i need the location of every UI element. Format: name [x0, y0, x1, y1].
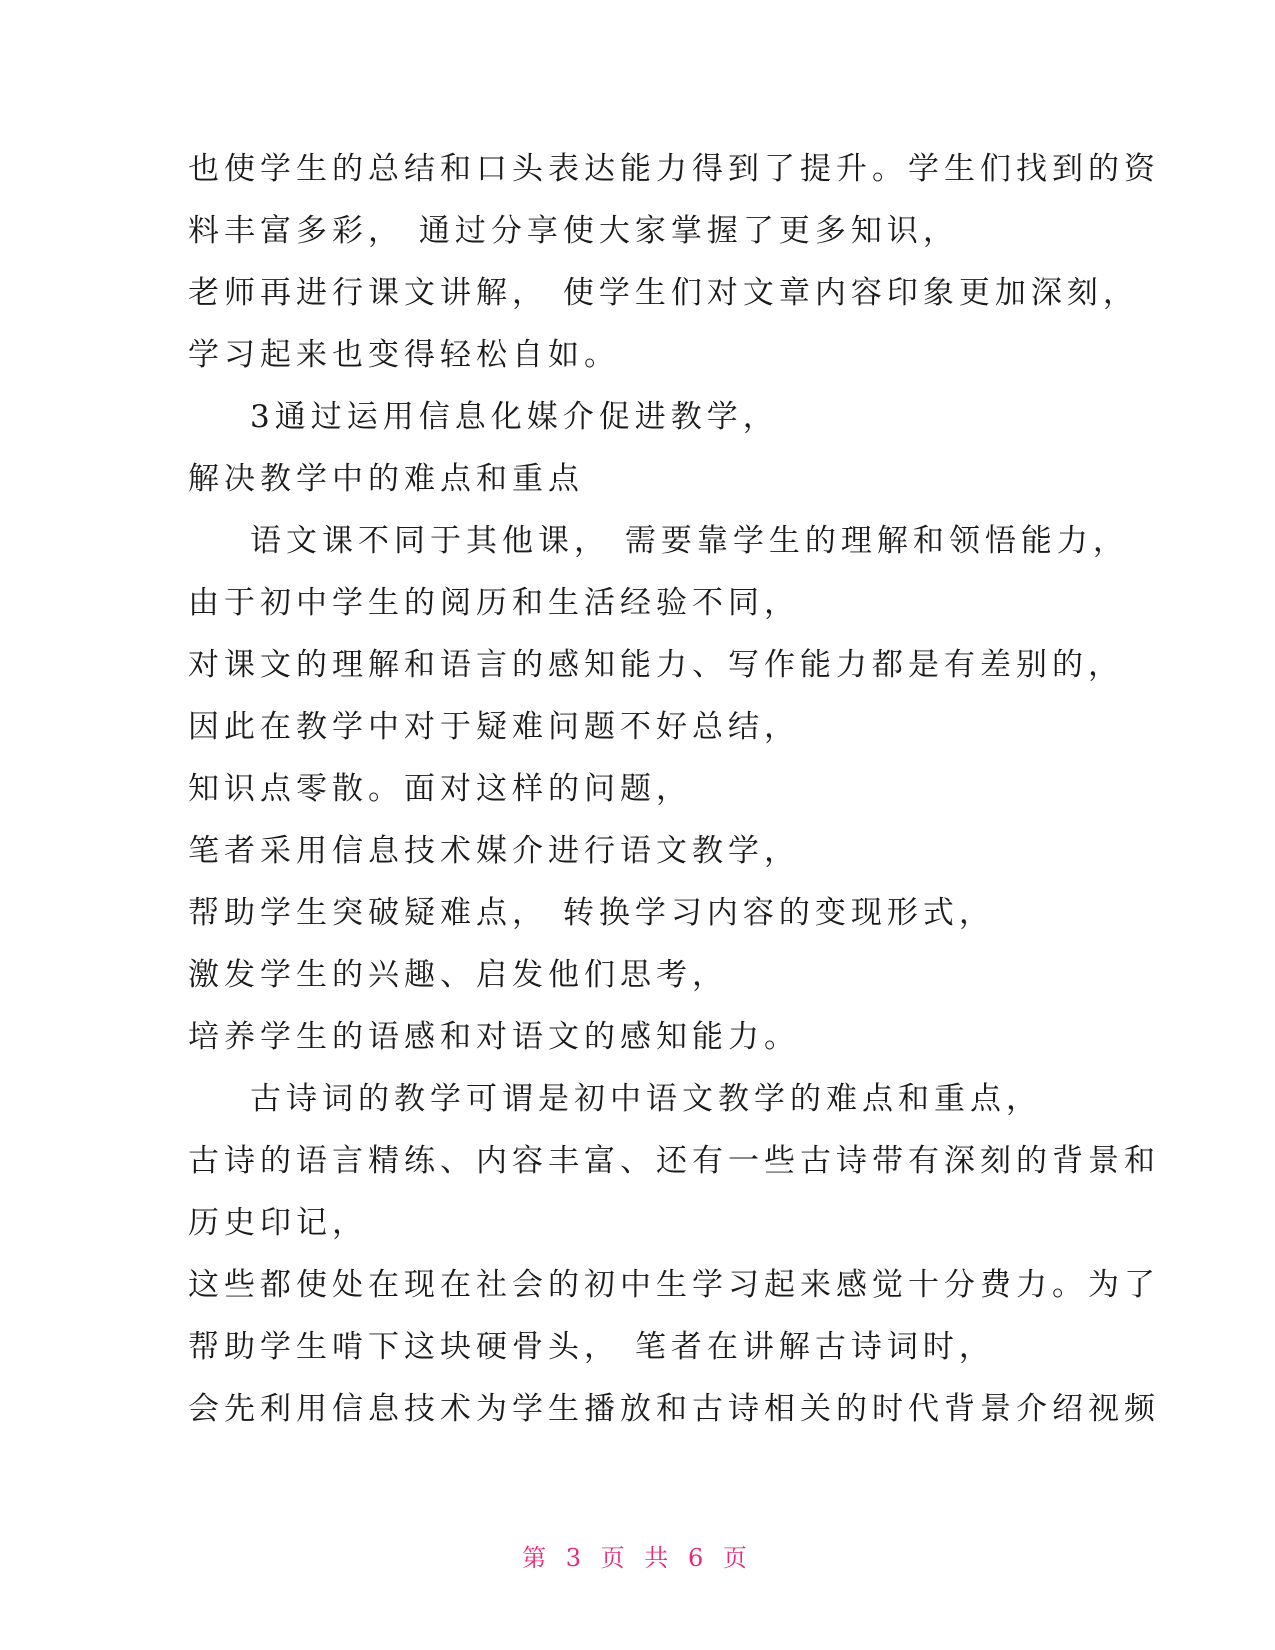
body-line: 由于初中学生的阅历和生活经验不同， — [188, 585, 800, 621]
body-line: 古诗词的教学可谓是初中语文教学的难点和重点， — [250, 1081, 1042, 1117]
body-line: 帮助学生啃下这块硬骨头， 笔者在讲解古诗词时， — [188, 1329, 995, 1365]
body-line: 古诗的语言精练、内容丰富、还有一些古诗带有深刻的背景和 — [188, 1143, 1160, 1179]
body-line: 会先利用信息技术为学生播放和古诗相关的时代背景介绍视频 — [188, 1391, 1160, 1427]
body-line: 历史印记， — [188, 1205, 368, 1241]
body-line: 料丰富多彩， 通过分享使大家掌握了更多知识， — [188, 213, 959, 249]
body-line: 也使学生的总结和口头表达能力得到了提升。学生们找到的资 — [188, 151, 1160, 187]
body-line: 笔者采用信息技术媒介进行语文教学， — [188, 833, 800, 869]
page-footer — [0, 1538, 1275, 1573]
page-number-label: 第 3 页 共 6 页 — [522, 1544, 753, 1572]
body-line: 培养学生的语感和对语文的感知能力。 — [188, 1019, 800, 1055]
body-line: 对课文的理解和语言的感知能力、写作能力都是有差别的， — [188, 647, 1124, 683]
body-line: 这些都使处在现在社会的初中生学习起来感觉十分费力。为了 — [188, 1267, 1160, 1303]
body-line: 激发学生的兴趣、启发他们思考， — [188, 957, 728, 993]
section-heading-line: 3通过运用信息化媒介促进教学， — [250, 399, 779, 435]
body-line: 老师再进行课文讲解， 使学生们对文章内容印象更加深刻， — [188, 275, 1139, 311]
document-body — [188, 138, 1160, 1440]
body-line: 语文课不同于其他课， 需要靠学生的理解和领悟能力， — [250, 523, 1129, 559]
body-line: 因此在教学中对于疑难问题不好总结， — [188, 709, 800, 745]
body-line: 帮助学生突破疑难点， 转换学习内容的变现形式， — [188, 895, 995, 931]
body-line: 学习起来也变得轻松自如。 — [188, 337, 620, 373]
section-heading-line: 解决教学中的难点和重点 — [188, 461, 584, 497]
body-line: 知识点零散。面对这样的问题， — [188, 771, 692, 807]
